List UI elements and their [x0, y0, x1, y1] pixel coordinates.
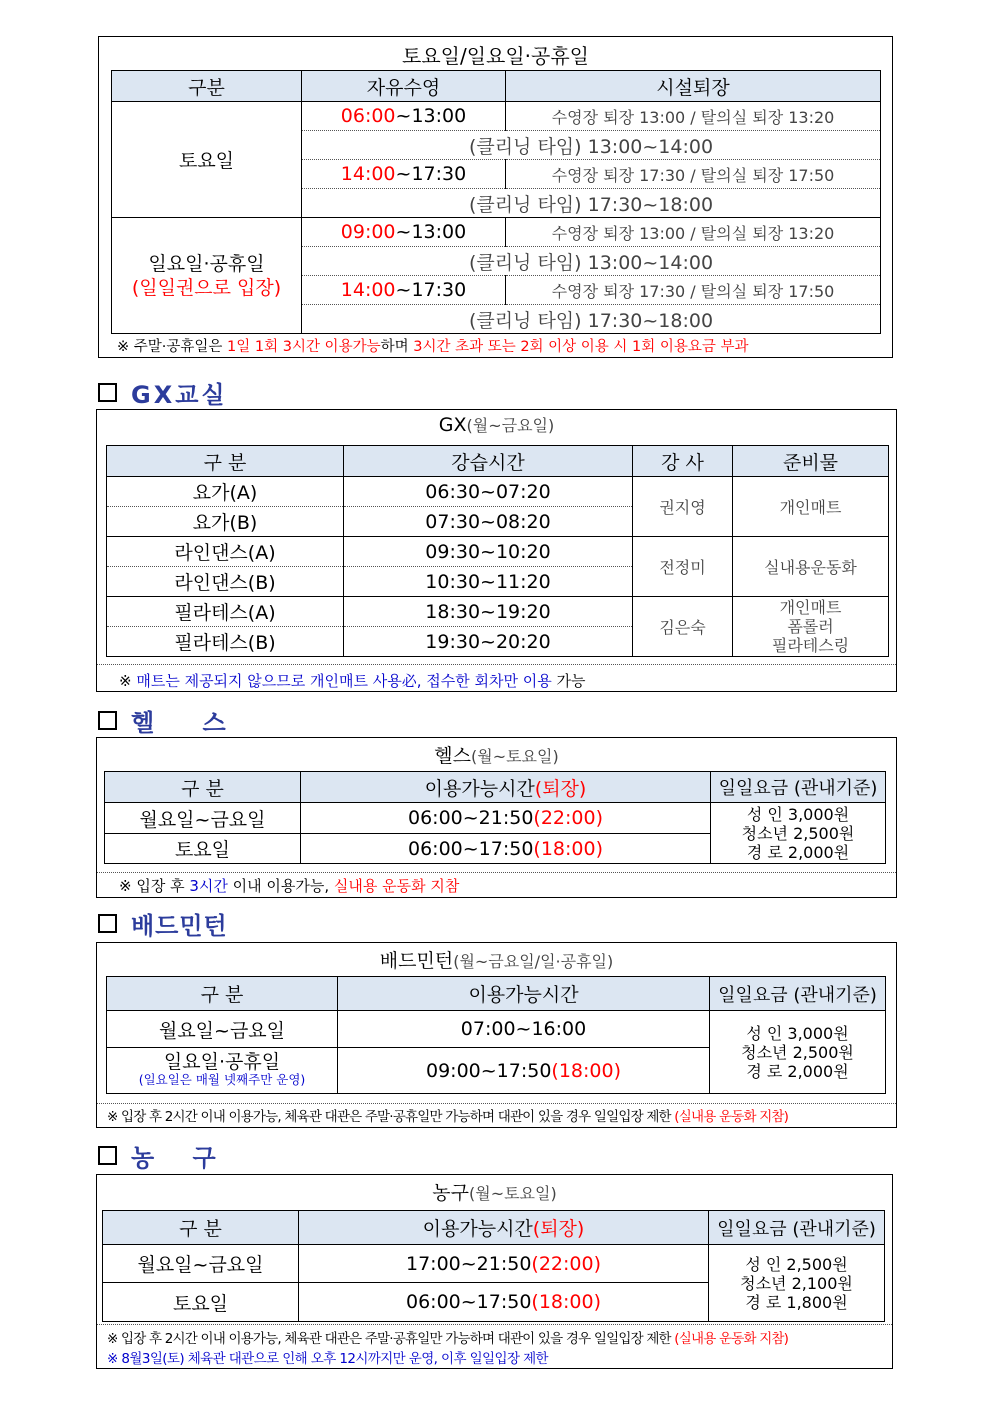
sunday-session2-time: 14:00~17:30	[302, 276, 506, 305]
health-header-fee: 일일요금 (관내기준)	[711, 772, 886, 803]
badminton-fees	[710, 1011, 886, 1094]
sunday-cleaning2: (클리닝 타임) 17:30~18:00	[302, 305, 881, 334]
basketball-table	[102, 1210, 885, 1322]
checkbox-square-icon	[98, 383, 117, 402]
health-note: ※ 입장 후 3시간 이내 이용가능, 실내용 운동화 지참	[119, 877, 460, 895]
gx-time: 09:30~10:20	[344, 537, 633, 567]
gx-class: 요가(B)	[107, 507, 344, 537]
basketball-day: 월요일~금요일	[103, 1245, 299, 1283]
gx-class: 라인댄스(A)	[107, 537, 344, 567]
basketball-note-2: ※ 8월3일(토) 체육관 대관으로 인해 오후 12시까지만 운영, 이후 일일입장 제한	[107, 1351, 548, 1367]
fee-senior: 경 로 2,000원	[746, 842, 850, 862]
badminton-time: 07:00~16:00	[338, 1011, 710, 1048]
health-day: 토요일	[105, 834, 301, 864]
health-table	[104, 771, 886, 864]
sunday-session1-exit: 수영장 퇴장 13:00 / 탈의실 퇴장 13:20	[506, 218, 881, 247]
section-health-title: 헬 스	[131, 709, 226, 737]
basketball-day: 토요일	[103, 1283, 299, 1322]
fee-youth: 청소년 2,100원	[740, 1273, 853, 1293]
sunday-label-cell	[112, 218, 302, 334]
header-free-swim: 자유수영	[302, 71, 506, 102]
section-badminton-title: 배드민턴	[131, 912, 228, 940]
section-badminton	[98, 906, 228, 941]
gx-header-supplies: 준비물	[733, 446, 889, 477]
gx-time: 18:30~19:20	[344, 597, 633, 627]
sunday-session2-exit: 수영장 퇴장 17:30 / 탈의실 퇴장 17:50	[506, 276, 881, 305]
gx-instructor: 전정미	[633, 537, 733, 597]
health-time: 06:00~21:50(22:00)	[301, 803, 711, 834]
basketball-box	[96, 1174, 893, 1369]
weekend-box	[98, 36, 893, 358]
gx-time: 06:30~07:20	[344, 477, 633, 507]
sunday-session1-time: 09:00~13:00	[302, 218, 506, 247]
badminton-header-category: 구 분	[107, 977, 338, 1011]
badminton-header-time: 이용가능시간	[338, 977, 710, 1011]
section-gx-title: GX교실	[131, 381, 228, 409]
fee-senior: 경 로 1,800원	[745, 1292, 848, 1312]
sunday-cleaning1: (클리닝 타임) 13:00~14:00	[302, 247, 881, 276]
checkbox-square-icon	[98, 711, 117, 730]
badminton-day: 일요일·공휴일	[163, 1050, 281, 1073]
basketball-header-fee: 일일요금 (관내기준)	[709, 1211, 885, 1245]
badminton-day: 월요일~금요일	[107, 1011, 338, 1048]
badminton-table	[106, 976, 886, 1094]
gx-note: ※ 매트는 제공되지 않으므로 개인매트 사용必, 접수한 회차만 이용 가능	[119, 672, 586, 690]
sunday-label-note: (일일권으로 입장)	[131, 276, 282, 299]
gx-time: 10:30~11:20	[344, 567, 633, 597]
saturday-label: 토요일	[112, 102, 302, 218]
basketball-note-1: ※ 입장 후 2시간 이내 이용가능, 체육관 대관은 주말·공휴일만 가능하며 대관이 있을 경우 일일입장 제한 (실내용 운동화 지참)	[107, 1331, 789, 1347]
weekend-title: 토요일/일요일·공휴일	[402, 44, 589, 68]
checkbox-square-icon	[98, 914, 117, 933]
gx-title: GX(월~금요일)	[438, 414, 555, 436]
saturday-session2-exit: 수영장 퇴장 17:30 / 탈의실 퇴장 17:50	[506, 160, 881, 189]
section-health	[98, 703, 226, 738]
basketball-time: 06:00~17:50(18:00)	[299, 1283, 709, 1322]
section-basketball-title: 농 구	[131, 1144, 216, 1172]
gx-class: 필라테스(A)	[107, 597, 344, 627]
section-basketball	[98, 1138, 216, 1173]
basketball-fees	[709, 1245, 885, 1322]
gx-time: 19:30~20:20	[344, 627, 633, 657]
badminton-header-fee: 일일요금 (관내기준)	[710, 977, 886, 1011]
header-exit: 시설퇴장	[506, 71, 881, 102]
saturday-cleaning2: (클리닝 타임) 17:30~18:00	[302, 189, 881, 218]
basketball-time: 17:00~21:50(22:00)	[299, 1245, 709, 1283]
basketball-title: 농구(월~토요일)	[432, 1182, 557, 1204]
gx-header-time: 강습시간	[344, 446, 633, 477]
fee-adult: 성 인 3,000원	[746, 1023, 849, 1043]
badminton-day-note: (일요일은 매월 넷째주만 운영)	[138, 1071, 306, 1087]
health-header-category: 구 분	[105, 772, 301, 803]
sunday-label: 일요일·공휴일	[148, 252, 265, 275]
weekend-table	[111, 70, 881, 334]
gx-class: 요가(A)	[107, 477, 344, 507]
basketball-header-time: 이용가능시간(퇴장)	[299, 1211, 709, 1245]
header-category: 구분	[112, 71, 302, 102]
section-gx	[98, 375, 228, 410]
health-fees	[711, 803, 886, 864]
gx-class: 필라테스(B)	[107, 627, 344, 657]
gx-instructor: 권지영	[633, 477, 733, 537]
badminton-day-cell	[107, 1048, 338, 1094]
fee-senior: 경 로 2,000원	[746, 1061, 849, 1081]
fee-adult: 성 인 2,500원	[745, 1254, 848, 1274]
badminton-title: 배드민턴(월~금요일/일·공휴일)	[379, 950, 614, 972]
health-title: 헬스(월~토요일)	[434, 745, 559, 767]
gx-supplies: 개인매트	[733, 477, 889, 537]
gx-instructor: 김은숙	[633, 597, 733, 657]
health-box	[96, 737, 897, 898]
fee-youth: 청소년 2,500원	[741, 1042, 854, 1062]
basketball-header-category: 구 분	[103, 1211, 299, 1245]
health-header-time: 이용가능시간(퇴장)	[301, 772, 711, 803]
gx-table	[106, 445, 889, 657]
gx-supplies: 실내용운동화	[733, 537, 889, 597]
saturday-session1-exit: 수영장 퇴장 13:00 / 탈의실 퇴장 13:20	[506, 102, 881, 131]
saturday-session1-time: 06:00~13:00	[302, 102, 506, 131]
checkbox-square-icon	[98, 1146, 117, 1165]
saturday-session2-time: 14:00~17:30	[302, 160, 506, 189]
gx-supplies: 폼롤러	[787, 617, 834, 636]
gx-supplies: 필라테스링	[771, 636, 850, 655]
badminton-box	[96, 942, 897, 1128]
health-time: 06:00~17:50(18:00)	[301, 834, 711, 864]
gx-box	[96, 409, 897, 692]
badminton-note: ※ 입장 후 2시간 이내 이용가능, 체육관 대관은 주말·공휴일만 가능하며 대관이 있을 경우 일일입장 제한 (실내용 운동화 지참)	[107, 1109, 789, 1125]
gx-header-instructor: 강 사	[633, 446, 733, 477]
fee-youth: 청소년 2,500원	[741, 823, 855, 843]
gx-time: 07:30~08:20	[344, 507, 633, 537]
badminton-time: 09:00~17:50(18:00)	[338, 1048, 710, 1094]
gx-header-category: 구 분	[107, 446, 344, 477]
saturday-cleaning1: (클리닝 타임) 13:00~14:00	[302, 131, 881, 160]
gx-supplies: 개인매트	[779, 598, 842, 617]
health-day: 월요일~금요일	[105, 803, 301, 834]
weekend-note: ※ 주말·공휴일은 1일 1회 3시간 이용가능하며 3시간 초과 또는 2회 이상 이용 시 1회 이용요금 부과	[117, 339, 749, 355]
fee-adult: 성 인 3,000원	[746, 804, 850, 824]
gx-class: 라인댄스(B)	[107, 567, 344, 597]
gx-supplies-cell	[733, 597, 889, 657]
